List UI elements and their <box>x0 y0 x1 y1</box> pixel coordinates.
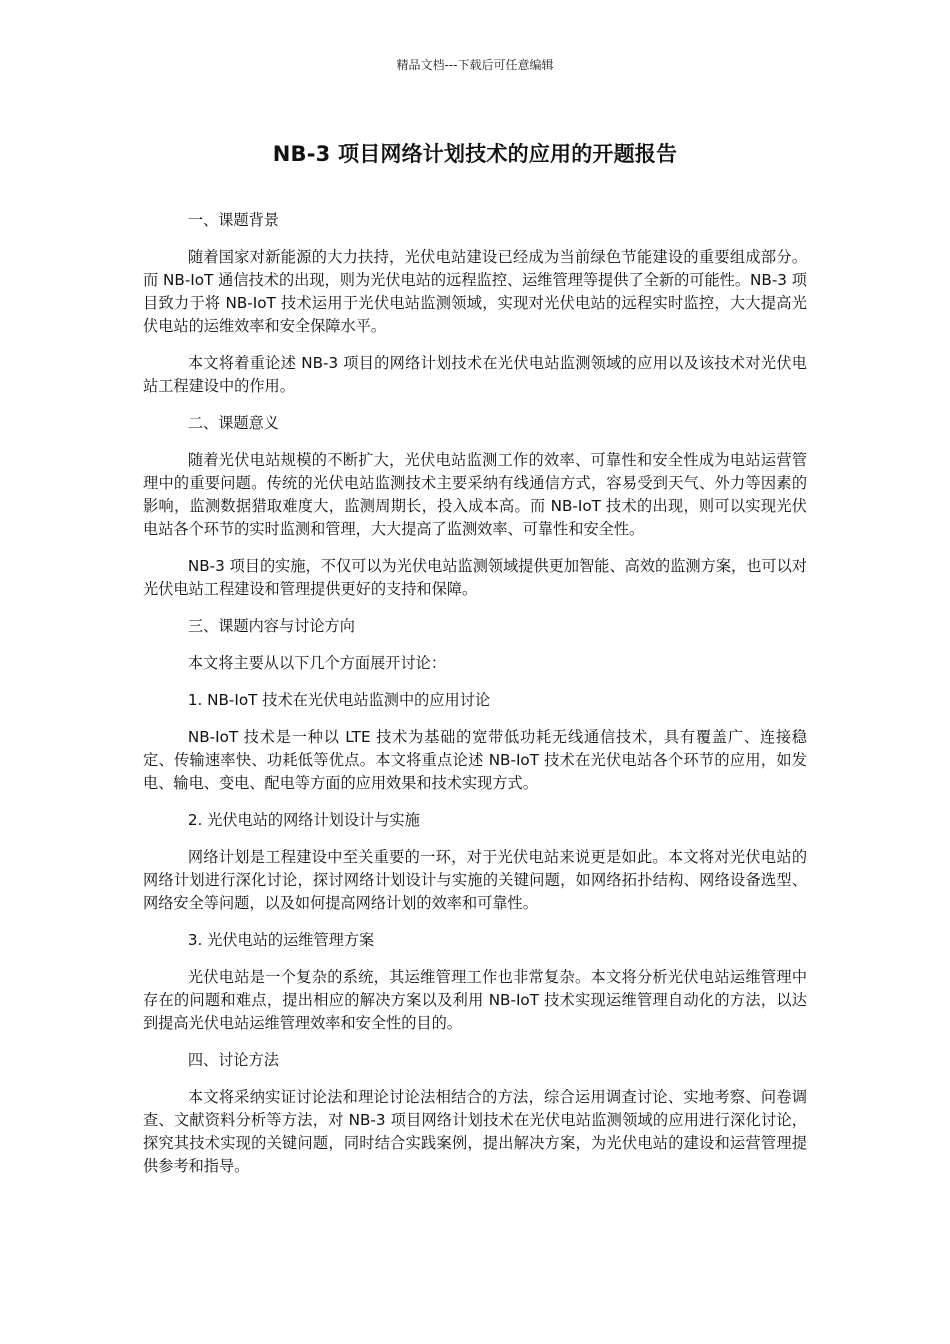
paragraph: NB-IoT 技术是一种以 LTE 技术为基础的宽带低功耗无线通信技术，具有覆盖广、连接稳定、传输速率快、功耗低等优点。本文将重点论述 NB-IoT 技术在光伏电站各个环节的应用，如发电、输电、变电、配电等方面的应用效果和技术实现方式。 <box>143 728 807 792</box>
subsection-heading-3: 3. 光伏电站的运维管理方案 <box>187 931 375 949</box>
paragraph: 本文将着重论述 NB-3 项目的网络计划技术在光伏电站监测领域的应用以及该技术对光伏电站工程建设中的作用。 <box>143 354 807 395</box>
section-heading-background: 一、课题背景 <box>187 211 279 229</box>
subsection-heading-1: 1. NB-IoT 技术在光伏电站监测中的应用讨论 <box>187 691 491 709</box>
section-heading-significance: 二、课题意义 <box>187 414 279 432</box>
paragraph: 本文将主要从以下几个方面展开讨论： <box>187 654 447 672</box>
paragraph: 光伏电站是一个复杂的系统，其运维管理工作也非常复杂。本文将分析光伏电站运维管理中存在的问题和难点，提出相应的解决方案以及利用 NB-IoT 技术实现运维管理自动化的方法，以达到提高光伏电站运维管理效率和安全性的目的。 <box>143 968 807 1032</box>
paragraph: 网络计划是工程建设中至关重要的一环，对于光伏电站来说更是如此。本文将对光伏电站的网络计划进行深化讨论，探讨网络计划设计与实施的关键问题，如网络拓扑结构、网络设备选型、网络安全等问题，以及如何提高网络计划的效率和可靠性。 <box>143 848 807 912</box>
section-heading-content: 三、课题内容与讨论方向 <box>187 617 355 635</box>
paragraph: 随着国家对新能源的大力扶持，光伏电站建设已经成为当前绿色节能建设的重要组成部分。而 NB-IoT 通信技术的出现，则为光伏电站的远程监控、运维管理等提供了全新的可能性。NB-3 项目致力于将 NB-IoT 技术运用于光伏电站监测领域，实现对光伏电站的远程实时监控，大大提高光伏电站的运维效率和安全保障水平。 <box>143 248 807 335</box>
document-body <box>143 209 807 1192</box>
section-heading-methods: 四、讨论方法 <box>187 1051 279 1069</box>
header-note: 精品文档---下载后可任意编辑 <box>396 58 554 72</box>
subsection-heading-2: 2. 光伏电站的网络计划设计与实施 <box>187 811 420 829</box>
paragraph: NB-3 项目的实施，不仅可以为光伏电站监测领域提供更加智能、高效的监测方案，也可以对光伏电站工程建设和管理提供更好的支持和保障。 <box>143 557 807 598</box>
paragraph: 本文将采纳实证讨论法和理论讨论法相结合的方法，综合运用调查讨论、实地考察、问卷调查、文献资料分析等方法，对 NB-3 项目网络计划技术在光伏电站监测领域的应用进行深化讨论，探究其技术实现的关键问题，同时结合实践案例，提出解决方案，为光伏电站的建设和运营管理提供参考和指导。 <box>143 1088 807 1175</box>
paragraph: 随着光伏电站规模的不断扩大，光伏电站监测工作的效率、可靠性和安全性成为电站运营管理中的重要问题。传统的光伏电站监测技术主要采纳有线通信方式，容易受到天气、外力等因素的影响，监测数据猎取难度大，监测周期长，投入成本高。而 NB-IoT 技术的出现，则可以实现光伏电站各个环节的实时监测和管理，大大提高了监测效率、可靠性和安全性。 <box>143 451 807 538</box>
document-title: NB-3 项目网络计划技术的应用的开题报告 <box>272 142 678 166</box>
